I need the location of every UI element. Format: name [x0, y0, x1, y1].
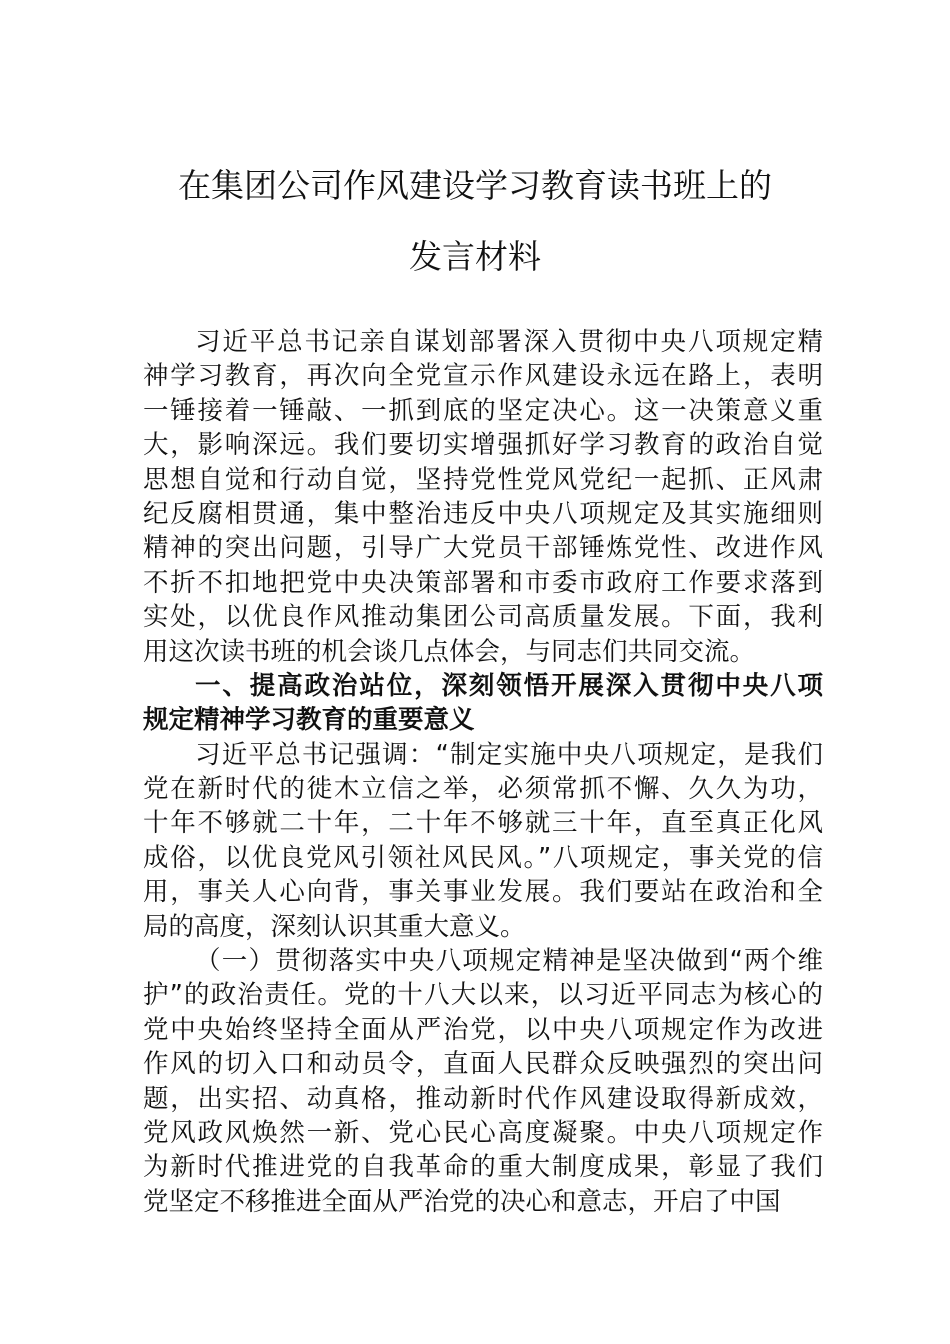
paragraph-line: 思想自觉和行动自觉，坚持党性党风党纪一起抓、正风肃 — [143, 464, 823, 495]
paragraph-line: 党坚定不移推进全面从严治党的决心和意志，开启了中国 — [143, 1186, 781, 1217]
paragraph-line: 习近平总书记亲自谋划部署深入贯彻中央八项规定精 — [195, 327, 823, 357]
paragraph-line: （一）贯彻落实中央八项规定精神是坚决做到“两个维 — [195, 946, 823, 977]
paragraph-line: 习近平总书记强调：“制定实施中央八项规定，是我们 — [195, 739, 823, 770]
paragraph-line: 不折不扣地把党中央决策部署和市委市政府工作要求落到 — [143, 567, 823, 598]
paragraph-line: 党在新时代的徙木立信之举，必须常抓不懈、久久为功， — [143, 774, 823, 805]
paragraph-line: 护”的政治责任。党的十八大以来，以习近平同志为核心的 — [143, 980, 823, 1011]
document-title-line-2: 发言材料 — [409, 237, 541, 276]
paragraph-line: 成俗，以优良党风引领社风民风。”八项规定，事关党的信 — [143, 842, 823, 873]
paragraph-line: 神学习教育，再次向全党宣示作风建设永远在路上，表明 — [143, 361, 823, 392]
heading-line: 规定精神学习教育的重要意义 — [143, 705, 475, 736]
paragraph-line: 精神的突出问题，引导广大党员干部锤炼党性、改进作风 — [143, 533, 823, 564]
heading-line: 一、提高政治站位，深刻领悟开展深入贯彻中央八项 — [195, 670, 823, 701]
paragraph-line: 局的高度，深刻认识其重大意义。 — [143, 911, 526, 942]
paragraph-line: 大，影响深远。我们要切实增强抓好学习教育的政治自觉 — [143, 430, 823, 461]
paragraph-line: 用，事关人心向背，事关事业发展。我们要站在政治和全 — [143, 877, 823, 908]
paragraph-line: 纪反腐相贯通，集中整治违反中央八项规定及其实施细则 — [143, 498, 823, 529]
paragraph-line: 十年不够就二十年，二十年不够就三十年，直至真正化风 — [143, 808, 823, 839]
paragraph-line: 题，出实招、动真格，推动新时代作风建设取得新成效， — [143, 1083, 823, 1114]
document-body — [143, 325, 823, 1219]
paragraph-line: 为新时代推进党的自我革命的重大制度成果，彰显了我们 — [143, 1152, 823, 1183]
paragraph-line: 党风政风焕然一新、党心民心高度凝聚。中央八项规定作 — [143, 1117, 823, 1148]
document-title-line-1: 在集团公司作风建设学习教育读书班上的 — [178, 166, 772, 205]
paragraph-line: 用这次读书班的机会谈几点体会，与同志们共同交流。 — [143, 636, 756, 667]
paragraph-line: 党中央始终坚持全面从严治党，以中央八项规定作为改进 — [143, 1014, 823, 1045]
paragraph-line: 实处，以优良作风推动集团公司高质量发展。下面，我利 — [143, 602, 823, 633]
paragraph-line: 一锤接着一锤敲、一抓到底的坚定决心。这一决策意义重 — [143, 395, 823, 426]
paragraph-line: 作风的切入口和动员令，直面人民群众反映强烈的突出问 — [143, 1049, 823, 1080]
